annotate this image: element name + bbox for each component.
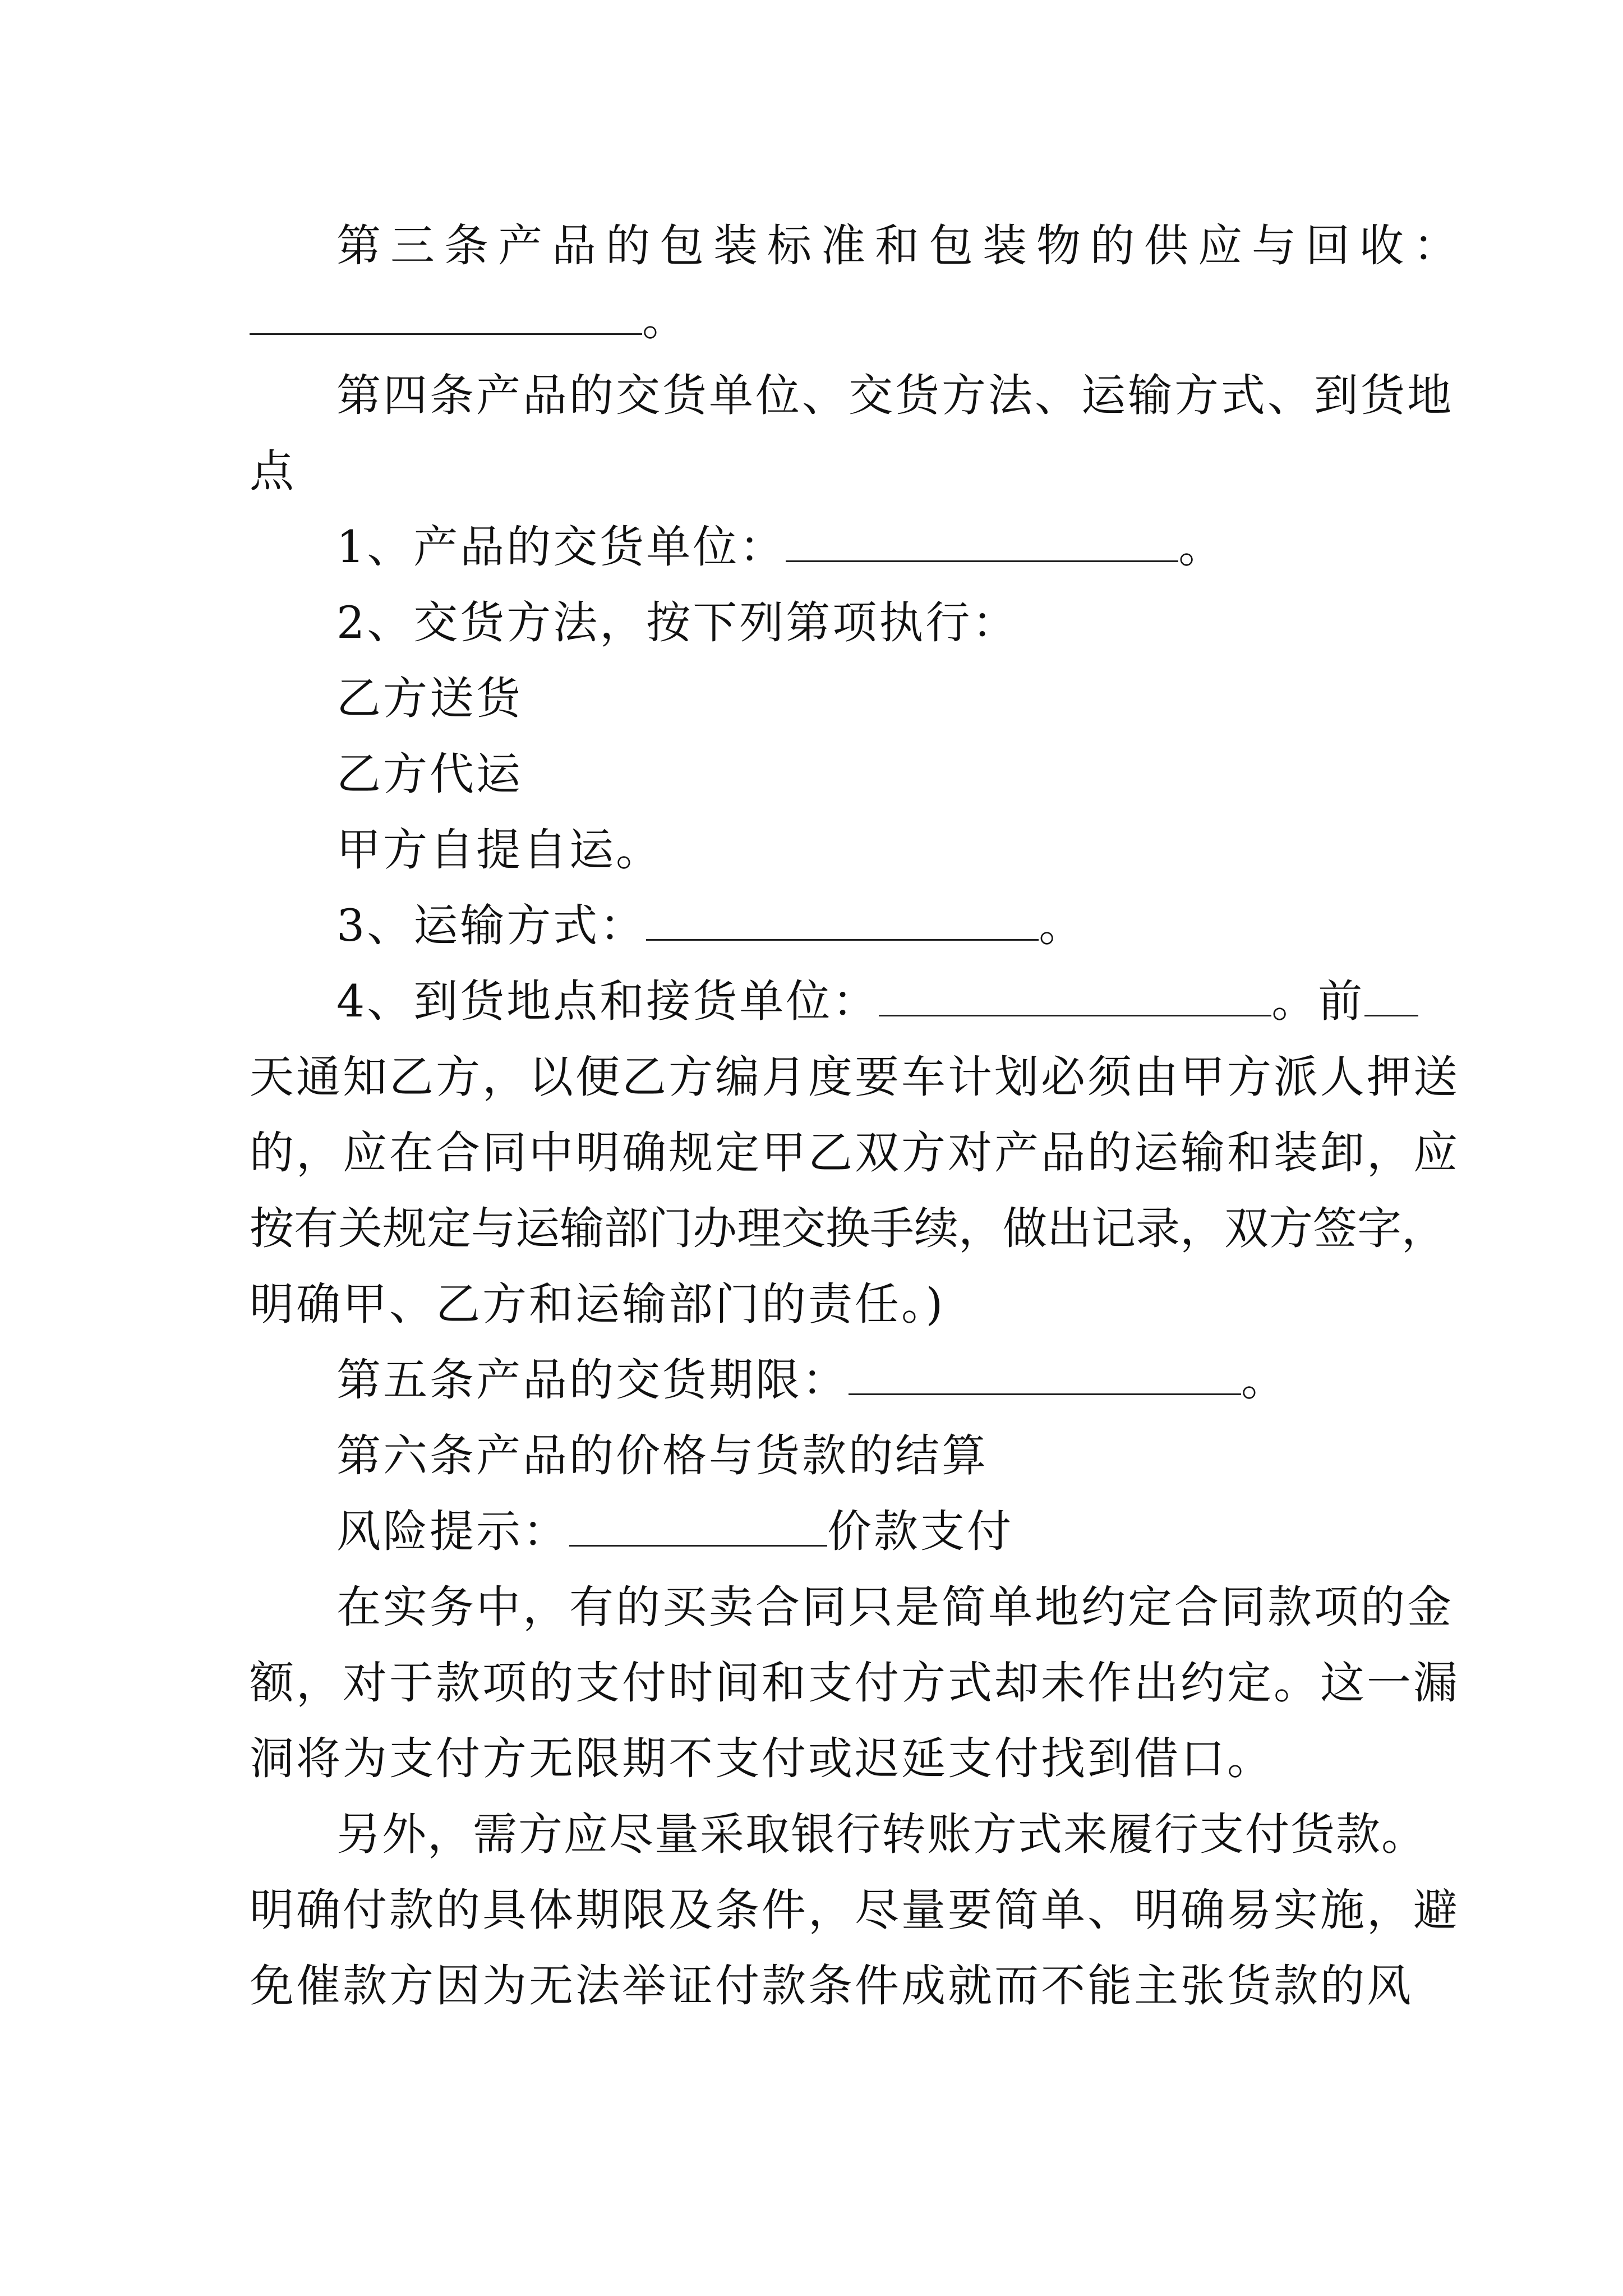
item-destination: 4、到货地点和接货单位： 。前 — [336, 973, 1402, 1029]
paragraph-line: 按有关规定与运输部门办理交换手续，做出记录，双方签字， — [250, 1203, 1446, 1254]
option-seller-delivers: 乙方送货 — [336, 673, 523, 724]
item-delivery-method: 2、交货方法，按下列第项执行： — [336, 597, 1019, 648]
fill-in-blank[interactable] — [1364, 980, 1418, 1016]
fill-in-blank[interactable] — [786, 526, 1178, 562]
item-transport-mode: 3、运输方式： 。 — [336, 900, 1086, 951]
item-delivery-unit: 1、产品的交货单位： 。 — [336, 521, 1225, 573]
clause-6-heading: 第六条产品的价格与货款的结算 — [336, 1430, 988, 1481]
fill-in-blank[interactable] — [646, 904, 1039, 941]
clause-3-heading: 第三条产品的包装标准和包装物的供应与回收： — [336, 220, 1467, 272]
clause-4-heading-continued: 点 — [250, 445, 296, 497]
option-buyer-pickup: 甲方自提自运。 — [336, 824, 662, 876]
paragraph-line: 天通知乙方，以便乙方编月度要车计划必须由甲方派人押送 — [250, 1051, 1460, 1103]
clause-4-heading: 第四条产品的交货单位、交货方法、运输方式、到货地 — [336, 370, 1454, 421]
paragraph-line: 洞将为支付方无限期不支付或迟延支付找到借口。 — [250, 1733, 1274, 1784]
clause-5-heading: 第五条产品的交货期限： 。 — [336, 1354, 1288, 1406]
fill-in-blank[interactable] — [879, 980, 1271, 1016]
fill-in-blank[interactable] — [849, 1359, 1241, 1395]
paragraph-line: 额，对于款项的支付时间和支付方式却未作出约定。这一漏 — [250, 1657, 1460, 1709]
clause-3-fill-line: 。 — [250, 292, 1377, 348]
fill-in-blank[interactable] — [250, 298, 642, 335]
fill-in-blank[interactable] — [569, 1510, 827, 1547]
paragraph-line: 另外，需方应尽量采取银行转账方式来履行支付货款。 — [336, 1809, 1427, 1860]
paragraph-line: 明确甲、乙方和运输部门的责任。) — [250, 1278, 946, 1330]
paragraph-line: 明确付款的具体期限及条件，尽量要简单、明确易实施，避 — [250, 1884, 1460, 1936]
risk-notice: 风险提示： 价款支付 — [336, 1506, 1013, 1557]
option-seller-ships: 乙方代运 — [336, 748, 523, 800]
paragraph-line: 的，应在合同中明确规定甲乙双方对产品的运输和装卸，应 — [250, 1127, 1460, 1179]
paragraph-line: 在实务中，有的买卖合同只是简单地约定合同款项的金 — [336, 1581, 1454, 1633]
paragraph-line: 免催款方因为无法举证付款条件成就而不能主张货款的风 — [250, 1960, 1413, 2012]
